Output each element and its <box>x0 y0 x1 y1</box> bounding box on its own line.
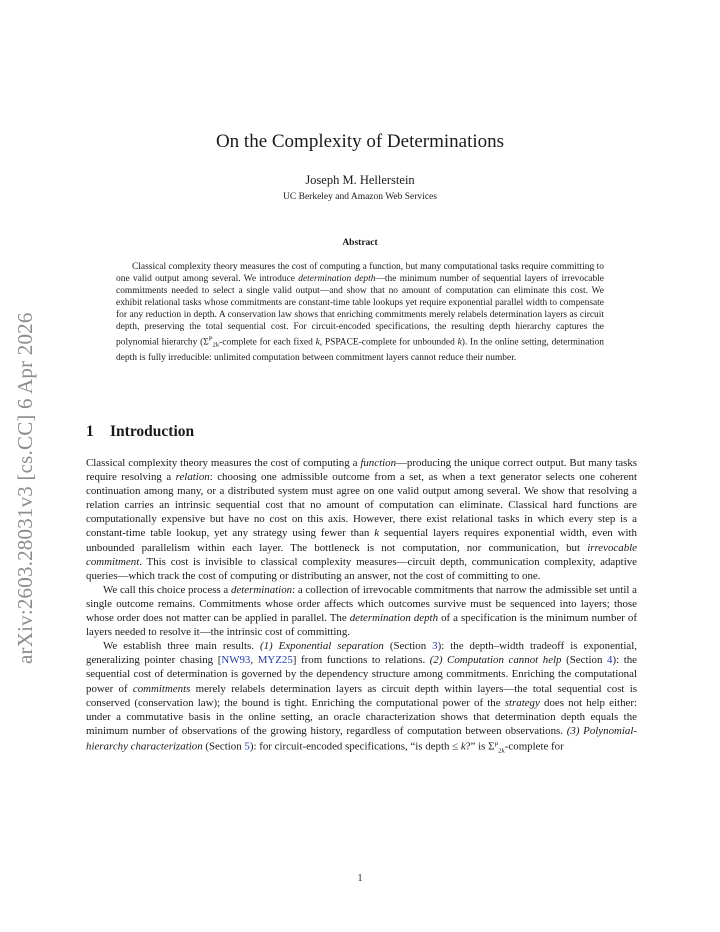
paper-title: On the Complexity of Determinations <box>215 131 505 152</box>
section-heading-introduction <box>86 423 194 441</box>
section-ref-link[interactable]: 5 <box>244 740 250 753</box>
author-affiliation: UC Berkeley and Amazon Web Services <box>283 192 437 202</box>
citation-link[interactable]: NW93 <box>221 654 251 667</box>
abstract-heading: Abstract <box>342 238 378 248</box>
author-name: Joseph M. Hellerstein <box>305 173 415 187</box>
section-ref-link[interactable]: 3 <box>432 640 438 653</box>
paragraph-2: We call this choice process a determination: a collection of irrevocable commitments that narrow the admissible set until a single outcome remains. Commitments whose order affects which outcomes survive must be sequenced into layers; those whose order does not matter can be applied in parallel. The determination depth of a specification is the minimum number of layers needed to resolve it—the intrinsic cost of committing. <box>86 583 637 639</box>
paragraph-3: We establish three main results. (1) Exponential separation (Section 3): the depth–width tradeoff is exponential, generalizing pointer chasing [NW93, MYZ25] from functions to relations. (2) Computation cannot help (Section 4): the sequential cost of determination is governed by the dependency structure among commitments. Enriching the computational power of commitments merely relabels determination layers as circuit depth within layers—the total sequential cost is conserved (conservation law); the bound is tight. Enriching the computational power of the strategy does not help either: under a commutative basis in the online setting, an oracle characterization shows that determination depth equals the minimum number of observations of the growing history, regardless of computation between observations. (3) Polynomial-hierarchy characterization (Section 5): for circuit-encoded specifications, “is depth ≤ k?” is $\Sigma^P_{2k}$-complete for <box>86 640 638 755</box>
introduction-body <box>86 456 637 758</box>
section-number: 1 <box>86 423 94 440</box>
section-ref-link[interactable]: 4 <box>607 654 613 667</box>
abstract-text: Classical complexity theory measures the cost of computing a function, but many computational tasks require committing to one valid output among several. We introduce determination depth—the minimum number of sequential layers of irrevocable commitments needed to select a single valid output—and show that no amount of computation can eliminate this cost. We exhibit relational tasks whose commitments are constant-time table lookups yet require exponential parallel width to compensate for any reduction in depth. A conservation law shows that enriching commitments merely relabels determination layers as circuit depth, preserving the total sequential cost. For circuit-encoded specifications, the resulting depth hierarchy captures the polynomial hierarchy ($\Sigma^P_{2k}$-complete for each fixed k, PSPACE-complete for unbounded k). In the online setting, determination depth is fully irreducible: unlimited computation between commitment layers cannot reduce their number. <box>116 262 604 363</box>
paragraph-1: Classical complexity theory measures the cost of computing a function—producing the unique correct output. But many tasks require resolving a relation: choosing one admissible outcome from a set, as when a text generator selects one coherent continuation among many, or a distributed system must agree on one valid output among several. We show that resolving a relation carries an intrinsic sequential cost that no amount of computation can eliminate. Classical hard functions are computationally expensive but have no cost on this axis. However, there exist relational tasks in which every step is a constant-time table lookup, yet any strategy using fewer than k sequential layers requires exponential width, even with unbounded parallelism within each layer. The bottleneck is not computation, nor communication, but irrevocable commitment. This cost is invisible to classical complexity measures—circuit depth, communication complexity, adaptive queries—which track the cost of computing or distributing an answer, not the cost of committing to one. <box>86 457 638 582</box>
citation-link[interactable]: MYZ25 <box>257 654 293 667</box>
arxiv-identifier-stamp: arXiv:2603.28031v3 [cs.CC] 6 Apr 2026 <box>13 312 37 664</box>
section-title: Introduction <box>110 423 195 440</box>
page-number: 1 <box>357 873 363 884</box>
